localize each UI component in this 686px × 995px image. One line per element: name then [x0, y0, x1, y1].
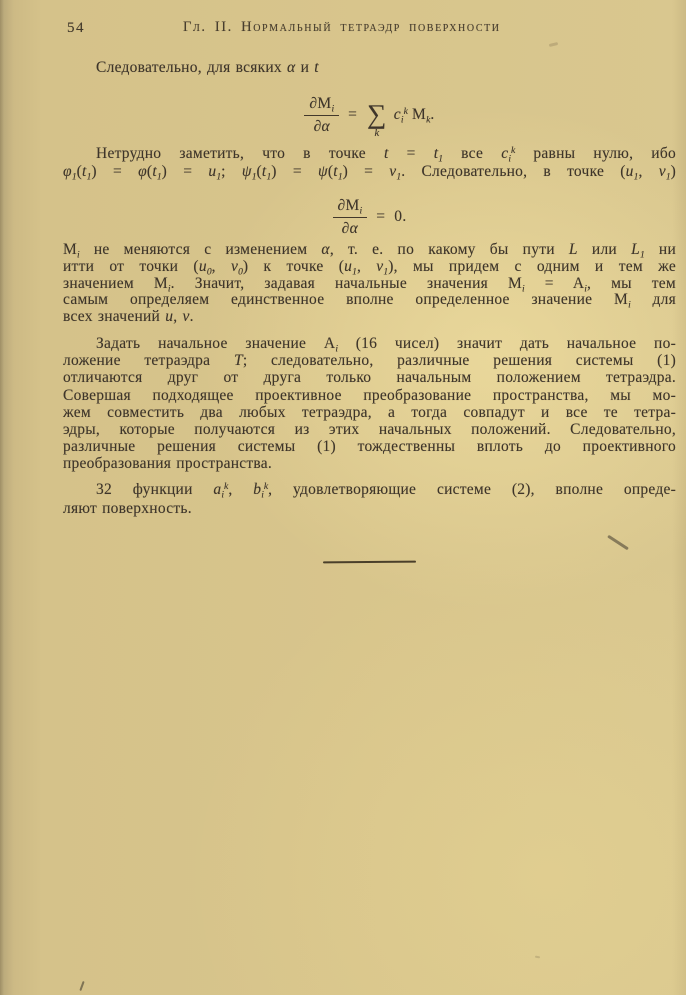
paragraph-point-t1: [63, 145, 676, 180]
text-line: преобразования пространства.: [63, 455, 273, 473]
page-number: 54: [67, 20, 85, 36]
fraction-dMi-dalpha: [333, 197, 368, 238]
paper-speck: [549, 42, 558, 47]
text-line: $\varphi_1(t_1) = \varphi(t_1) = u_1$; $\psi_1(t_1) = \psi(t_1) = v_1$. Следовательно, в точке ($u_1$, $v_1$): [63, 162, 677, 182]
paper-speck: [535, 956, 540, 959]
formula-rhs: 0.: [394, 208, 407, 225]
formula-partial-derivative-sum: [63, 86, 676, 144]
text-line: ляют поверхность.: [63, 500, 192, 517]
section-divider-rule: [323, 561, 416, 564]
fraction-denominator: ∂α: [313, 117, 330, 135]
fraction-dMi-dalpha: [304, 95, 339, 136]
text-line: Нетрудно заметить, что в точке $t = t_1$ все $c_i^k$ равны нулю, ибо: [96, 145, 676, 165]
text-line: жем совместить два любых тетраэдра, а тогда совпадут и все те тетра-: [63, 403, 676, 421]
paragraph-mi-invariance: [63, 242, 676, 326]
formula-partial-derivative-zero: [63, 193, 676, 241]
sum-index: k: [374, 128, 380, 140]
text-line: итти от точки ($u_0$, $v_0$) к точке ($u_1$, $v_1$), мы придем с одним и тем же: [63, 257, 677, 278]
text-line: Задать начальное значение $A_i$ (16 чисел) значит дать начальное по-: [96, 335, 676, 355]
text-line: отличаются друг от друга только начальным положением тетраэдра.: [63, 369, 676, 387]
text-line: Совершая подходящее проективное преобразование пространства, мы мо-: [63, 386, 676, 404]
fraction-numerator: $\partial M_i$: [333, 197, 368, 218]
paragraph-intro: [63, 59, 676, 76]
text-line: самым определяем единственное вполне определенное значение $M_i$ для: [63, 291, 676, 311]
text-line: ложение тетраэдра T; следовательно, различные решения системы (1): [63, 352, 676, 370]
text-line: различные решения системы (1) тождественны вплоть до проективного: [63, 438, 676, 456]
ink-mark-small: [79, 981, 84, 991]
text-line: $M_i$ не меняются с изменением α, т. е. по какому бы пути L или $L_1$ ни: [63, 241, 676, 261]
equals-sign: =: [376, 208, 386, 225]
running-header: Гл. II. Нормальный тетраэдр поверхности: [183, 19, 501, 35]
text-line: Следовательно, для всяких α и t: [96, 59, 319, 76]
text-line: значением $M_i$. Значит, задавая начальные значения $M_i = A_i$, мы тем: [63, 274, 676, 294]
paragraph-initial-value: [63, 335, 676, 473]
formula-rhs: $c_i^k$ $M_k$.: [393, 106, 435, 126]
text-line: всех значений u, v.: [63, 308, 194, 326]
summation-symbol: [367, 101, 387, 138]
paragraph-32-functions: [63, 480, 676, 518]
equals-sign: =: [348, 106, 358, 123]
fraction-numerator: $\partial M_i$: [304, 95, 339, 116]
sigma-glyph: ∑: [367, 99, 387, 130]
ink-mark: [607, 535, 629, 551]
text-line: 32 функции $a_i^k$, $b_i^k$, удовлетворяющие системе (2), вполне опреде-: [96, 481, 676, 501]
fraction-denominator: ∂α: [341, 219, 359, 237]
text-line: эдры, которые получаются из этих начальных положений. Следовательно,: [63, 421, 676, 439]
